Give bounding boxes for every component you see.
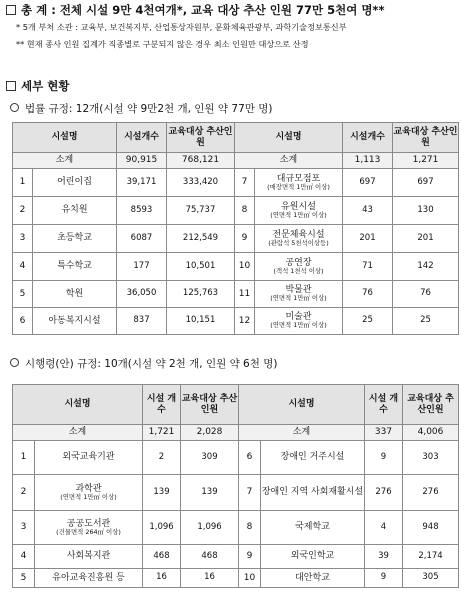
facility-name [35,441,143,475]
estimated-people: 305 [403,569,459,588]
estimated-people: 697 [393,169,459,197]
estimated-people: 2,174 [403,545,459,569]
facility-name-text: 과학관 [75,483,102,494]
facility-count: 9 [365,569,403,588]
summary-note-2: ** 현재 종사 인원 집계가 직종별로 구분되지 않은 경우 최소 인원만 대상으로 산정 [16,39,309,49]
facility-name-text: 초등학교 [57,233,92,244]
row-number: 5 [13,281,33,308]
summary-note-1: * 5개 부처 소관 : 교육부, 보건복지부, 산업통상자원부, 문화체육관광부, 과학기술정보통신부 [16,22,347,32]
details-title: 세부 현황 [21,79,70,93]
facility-name-text: 유치원 [61,205,88,216]
estimated-people: 76 [393,281,459,308]
table-row [13,475,459,511]
estimated-people: 16 [181,569,239,588]
facility-name [261,569,365,588]
facility-name-text: 외국인학교 [290,551,335,562]
facility-name-text: 대안학교 [295,572,330,583]
row-number: 7 [235,169,255,197]
facility-condition-note: (연면적 1만㎡ 이상) [270,210,327,219]
facility-condition-note: (연면적 1만㎡ 이상) [270,321,327,330]
subtotal-label: 소계 [13,425,143,441]
subtotal-label: 소계 [235,153,343,169]
facility-name-text: 대규모점포 [276,173,321,184]
row-number: 7 [239,475,261,511]
estimated-people: 201 [393,225,459,253]
estimated-people: 1,096 [181,511,239,545]
row-number: 5 [13,569,35,588]
table-row [13,169,459,197]
facility-name-text: 학원 [65,288,84,299]
table-row [13,197,459,225]
col-header-people: 교육대상 추산인원 [181,385,239,425]
facility-name [35,569,143,588]
facility-name [33,253,117,281]
subtotal-count: 90,915 [117,153,167,169]
summary-title: 총 계 : 전체 시설 9만 4천여개*, 교육 대상 추산 인원 77만 5천여 명** [21,3,385,17]
table-row [13,545,459,569]
summary-heading [6,2,384,18]
col-header-people: 교육대상 추산인원 [393,123,459,153]
facility-count: 39,171 [117,169,167,197]
row-number: 10 [235,253,255,281]
facility-name-text: 박물관 [285,285,312,296]
facility-count: 697 [343,169,393,197]
row-number: 1 [13,441,35,475]
facility-name [33,281,117,308]
estimated-people: 130 [393,197,459,225]
estimated-people: 333,420 [167,169,235,197]
table-row [13,308,459,335]
facility-count: 276 [365,475,403,511]
facility-name [255,197,343,225]
row-number: 2 [13,197,33,225]
facility-count: 4 [365,511,403,545]
facility-name-text: 전문체육시설 [272,229,325,240]
facility-count: 9 [365,441,403,475]
subtotal-count: 1,113 [343,153,393,169]
facility-name [255,169,343,197]
circle-bullet-icon [10,358,19,367]
facility-name [255,308,343,335]
estimated-people: 309 [181,441,239,475]
row-number: 3 [13,225,33,253]
row-number: 8 [239,511,261,545]
facility-name [33,197,117,225]
facility-count: 36,050 [117,281,167,308]
facility-condition-note: (매장면적 1만㎡ 이상) [267,182,330,191]
facility-count: 39 [365,545,403,569]
facility-count: 139 [143,475,181,511]
estimated-people: 10,151 [167,308,235,335]
table-row [13,569,459,588]
col-header-people: 교육대상 추산인원 [167,123,235,153]
facility-name-text: 공연장 [285,257,312,268]
subtotal-people: 768,121 [167,153,235,169]
facility-name-text: 유원시설 [281,201,316,212]
checkbox-icon [6,81,16,91]
facility-name-text: 미술관 [285,312,312,323]
facility-name [261,475,365,511]
facility-name [261,441,365,475]
row-number: 9 [239,545,261,569]
facility-count: 837 [117,308,167,335]
facility-name [255,253,343,281]
facility-name-text: 공공도서관 [66,518,111,529]
facility-name-text: 장애인 지역 사회재활시설 [261,487,364,498]
subtotal-people: 2,028 [181,425,239,441]
estimated-people: 10,501 [167,253,235,281]
decree-table [12,384,459,588]
row-number: 1 [13,169,33,197]
estimated-people: 75,737 [167,197,235,225]
row-number: 6 [13,308,33,335]
checkbox-icon [6,5,16,15]
estimated-people: 468 [181,545,239,569]
facility-name-text: 국제학교 [295,522,330,533]
facility-name [261,511,365,545]
facility-condition-note: (건물면적 264㎡ 이상) [56,527,121,536]
table-row [13,281,459,308]
row-number: 10 [239,569,261,588]
subtotal-row [13,425,459,441]
row-number: 4 [13,545,35,569]
details-heading [6,78,69,94]
subtotal-label: 소계 [239,425,365,441]
facility-condition-note: (연면적 1만㎡ 이상) [270,294,327,303]
subtotal-count: 337 [365,425,403,441]
facility-count: 1,096 [143,511,181,545]
facility-name [255,225,343,253]
subtotal-label: 소계 [13,153,117,169]
table-row [13,441,459,475]
table-row [13,225,459,253]
facility-name-text: 특수학교 [57,261,92,272]
col-header-name: 시설명 [13,123,117,153]
estimated-people: 125,763 [167,281,235,308]
col-header-people: 교육대상 추산인원 [403,385,459,425]
facility-name [35,511,143,545]
facility-count: 8593 [117,197,167,225]
row-number: 9 [235,225,255,253]
facility-name [33,169,117,197]
facility-count: 71 [343,253,393,281]
law-title: 법률 규정: 12개(시설 약 9만2천 개, 인원 약 77만 명) [25,103,273,115]
circle-bullet-icon [10,103,19,112]
estimated-people: 276 [403,475,459,511]
col-header-name: 시설명 [235,123,343,153]
facility-name-text: 어린이집 [57,177,92,188]
row-number: 8 [235,197,255,225]
facility-count: 16 [143,569,181,588]
estimated-people: 25 [393,308,459,335]
subtotal-row [13,153,459,169]
estimated-people: 139 [181,475,239,511]
facility-name-text: 사회복지관 [66,551,111,562]
row-number: 2 [13,475,35,511]
law-heading [10,101,272,116]
estimated-people: 142 [393,253,459,281]
estimated-people: 948 [403,511,459,545]
facility-name [33,308,117,335]
facility-count: 201 [343,225,393,253]
subtotal-count: 1,721 [143,425,181,441]
facility-name [33,225,117,253]
estimated-people: 303 [403,441,459,475]
col-header-count: 시설개수 [117,123,167,153]
col-header-name: 시설명 [239,385,365,425]
facility-count: 76 [343,281,393,308]
subtotal-people: 1,271 [393,153,459,169]
col-header-count: 시설 개수 [143,385,181,425]
col-header-count: 시설 개수 [365,385,403,425]
facility-count: 6087 [117,225,167,253]
facility-name-text: 유아교육진흥원 등 [52,572,125,583]
facility-count: 43 [343,197,393,225]
row-number: 3 [13,511,35,545]
facility-condition-note: (연면적 1만㎡ 이상) [60,492,117,501]
facility-name-text: 장애인 거주시설 [280,452,345,463]
facility-count: 25 [343,308,393,335]
facility-name [261,545,365,569]
row-number: 11 [235,281,255,308]
estimated-people: 212,549 [167,225,235,253]
row-number: 4 [13,253,33,281]
facility-count: 468 [143,545,181,569]
facility-count: 177 [117,253,167,281]
facility-condition-note: (객석 1천석 이상) [273,266,324,275]
col-header-count: 시설개수 [343,123,393,153]
facility-condition-note: (관람석 5천석이상등) [268,238,329,247]
facility-name [35,475,143,511]
col-header-name: 시설명 [13,385,143,425]
table-row [13,511,459,545]
decree-heading [10,356,277,371]
facility-count: 2 [143,441,181,475]
table-row [13,253,459,281]
law-table [12,122,459,335]
facility-name-text: 외국교육기관 [62,452,115,463]
facility-name-text: 아동복지시설 [48,315,101,326]
facility-name [35,545,143,569]
facility-name [255,281,343,308]
decree-title: 시행령(안) 규정: 10개(시설 약 2천 개, 인원 약 6천 명) [25,358,278,370]
row-number: 6 [239,441,261,475]
row-number: 12 [235,308,255,335]
subtotal-people: 4,006 [403,425,459,441]
